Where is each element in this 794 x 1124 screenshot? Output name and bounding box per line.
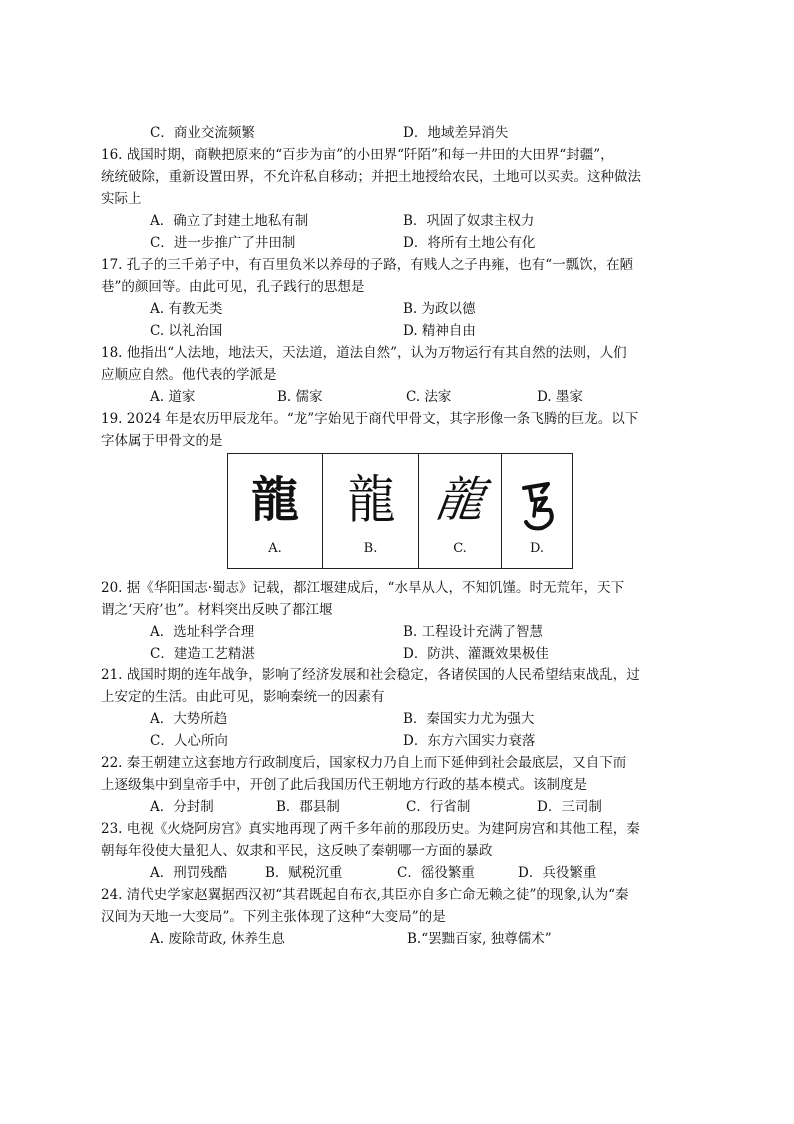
- question-stem-line: 20. 据《华阳国志·蜀志》记载，都江堰建成后，“水旱从人，不知饥馑。时无荒年，天下: [101, 580, 624, 596]
- option-b[interactable]: B. 工程设计充满了智慧: [403, 624, 544, 640]
- glyph-label: A.: [268, 541, 282, 556]
- options-row: [125, 928, 685, 950]
- glyph-cell-b[interactable]: [323, 454, 419, 568]
- question-stem-line: 朝每年役使大量犯人、奴隶和平民，这反映了秦朝哪一方面的暴政: [101, 843, 493, 859]
- options-row: [125, 796, 685, 818]
- glyph-label: B.: [363, 541, 378, 556]
- option-d[interactable]: D．将所有土地公有化: [403, 235, 536, 251]
- options-row: [125, 298, 685, 320]
- question-stem-line: 应顺应自然。他代表的学派是: [101, 367, 277, 383]
- option-a[interactable]: A．确立了封建土地私有制: [150, 213, 309, 229]
- option-c[interactable]: C．商业交流频繁: [150, 125, 255, 141]
- glyph-label: D.: [529, 541, 545, 556]
- question-stem-line: 谓之‘天府’也”。材料突出反映了都江堰: [101, 602, 333, 618]
- option-b[interactable]: B．赋税沉重: [265, 865, 343, 881]
- options-row: [125, 621, 685, 643]
- question-19: [101, 408, 685, 452]
- option-a[interactable]: A．分封制: [150, 799, 214, 815]
- option-c[interactable]: C．行省制: [406, 799, 471, 815]
- option-a[interactable]: A．刑罚残酷: [150, 865, 228, 881]
- option-b[interactable]: B．郡县制: [276, 799, 340, 815]
- question-stem-line: 上安定的生活。由此可见，影响秦统一的因素有: [101, 689, 385, 705]
- option-c[interactable]: C. 以礼治国: [150, 323, 223, 339]
- option-a[interactable]: A. 有教无类: [150, 301, 223, 317]
- options-row: [125, 708, 685, 730]
- question-16: [101, 144, 685, 254]
- option-a[interactable]: A. 道家: [150, 389, 196, 405]
- question-stem-line: 18. 他指出“人法地，地法天，天法道，道法自然”，认为万物运行有其自然的法则，人们: [101, 345, 627, 361]
- dragon-glyph-seal: 龍: [347, 469, 394, 531]
- question-stem-line: 17. 孔子的三千弟子中，有百里负米以养母的子路，有贱人之子冉雍，也有“一瓢饮，在陋: [101, 257, 634, 273]
- option-b[interactable]: B.“罢黜百家, 独尊儒术”: [407, 931, 552, 947]
- option-b[interactable]: B. 儒家: [277, 389, 323, 405]
- glyph-cell-c[interactable]: [419, 454, 502, 568]
- options-row: [125, 210, 685, 232]
- options-row: [125, 122, 685, 144]
- question-stem-line: 19. 2024 年是农历甲辰龙年。“龙”字始见于商代甲骨文，其字形像一条飞腾的巨龙。以下: [101, 411, 639, 427]
- dragon-glyph-figure: [227, 453, 573, 569]
- question-stem-line: 上逐级集中到皇帝手中，开创了此后我国历代王朝地方行政的基本模式。该制度是: [101, 777, 587, 793]
- question-stem-line: 汉间为天地一大变局”。下列主张体现了这种“大变局”的是: [101, 909, 446, 925]
- question-20: [101, 577, 685, 665]
- option-c[interactable]: C．徭役繁重: [397, 865, 475, 881]
- glyph-label: C.: [453, 541, 467, 556]
- option-a[interactable]: A. 废除苛政, 休养生息: [150, 931, 285, 947]
- option-d[interactable]: D. 精神自由: [403, 323, 476, 339]
- glyph-cell-a[interactable]: [228, 454, 323, 568]
- option-b[interactable]: B．巩固了奴隶主权力: [403, 213, 535, 229]
- option-d[interactable]: D. 墨家: [537, 389, 583, 405]
- option-a[interactable]: A．大势所趋: [150, 711, 228, 727]
- question-stem-line: 16. 战国时期，商鞅把原来的“百步为亩”的小田界“阡陌”和每一井田的大田界“封疆”，: [101, 147, 614, 163]
- question-18: [101, 342, 685, 408]
- option-d[interactable]: D．地域差异消失: [403, 125, 509, 141]
- option-c[interactable]: C．建造工艺精湛: [150, 646, 255, 662]
- option-b[interactable]: B．秦国实力尤为强大: [403, 711, 535, 727]
- options-row: [125, 862, 685, 884]
- options-row: [125, 643, 685, 665]
- option-c[interactable]: C. 法家: [406, 389, 452, 405]
- options-row: [125, 232, 685, 254]
- question-21: [101, 664, 685, 752]
- question-24: [101, 884, 685, 950]
- option-c[interactable]: C．进一步推广了井田制: [150, 235, 296, 251]
- question-stem-line: 统统破除，重新设置田界，不允许私自移动；并把土地授给农民，土地可以买卖。这种做法: [101, 169, 641, 185]
- question-15-tail: [125, 122, 685, 144]
- options-row: [125, 320, 685, 342]
- question-stem-line: 23. 电视《火烧阿房宫》真实地再现了两千多年前的那段历史。为建阿房宫和其他工程，秦: [101, 821, 640, 837]
- question-stem-line: 实际上: [101, 191, 142, 207]
- dragon-glyph-bronze: 龍: [432, 472, 488, 528]
- question-stem-line: 巷”的颜回等。由此可见，孔子践行的思想是: [101, 279, 365, 295]
- dragon-glyph-regular: 龍: [250, 472, 299, 528]
- option-c[interactable]: C．人心所向: [150, 733, 228, 749]
- option-a[interactable]: A．选址科学合理: [150, 624, 255, 640]
- option-d[interactable]: D．防洪、灌溉效果极佳: [403, 646, 549, 662]
- question-stem-line: 22. 秦王朝建立这套地方行政制度后，国家权力乃自上而下延伸到社会最底层，又自下而: [101, 755, 627, 771]
- options-row: [125, 386, 685, 408]
- options-row: [125, 730, 685, 752]
- question-stem-line: 21. 战国时期的连年战争，影响了经济发展和社会稳定，各诸侯国的人民希望结束战乱，过: [101, 667, 640, 683]
- option-d[interactable]: D．东方六国实力衰落: [403, 733, 536, 749]
- question-23: [101, 818, 685, 884]
- dragon-glyph-oracle-icon: [502, 470, 572, 540]
- question-22: [101, 752, 685, 818]
- option-d[interactable]: D．三司制: [537, 799, 602, 815]
- question-stem-line: 字体属于甲骨文的是: [101, 433, 223, 449]
- question-17: [101, 254, 685, 342]
- option-d[interactable]: D．兵役繁重: [518, 865, 597, 881]
- glyph-cell-d[interactable]: [502, 454, 572, 568]
- question-stem-line: 24. 清代史学家赵翼据西汉初“其君既起自布衣,其臣亦自多亡命无赖之徒”的现象,认为“秦: [101, 887, 629, 903]
- option-b[interactable]: B. 为政以德: [403, 301, 476, 317]
